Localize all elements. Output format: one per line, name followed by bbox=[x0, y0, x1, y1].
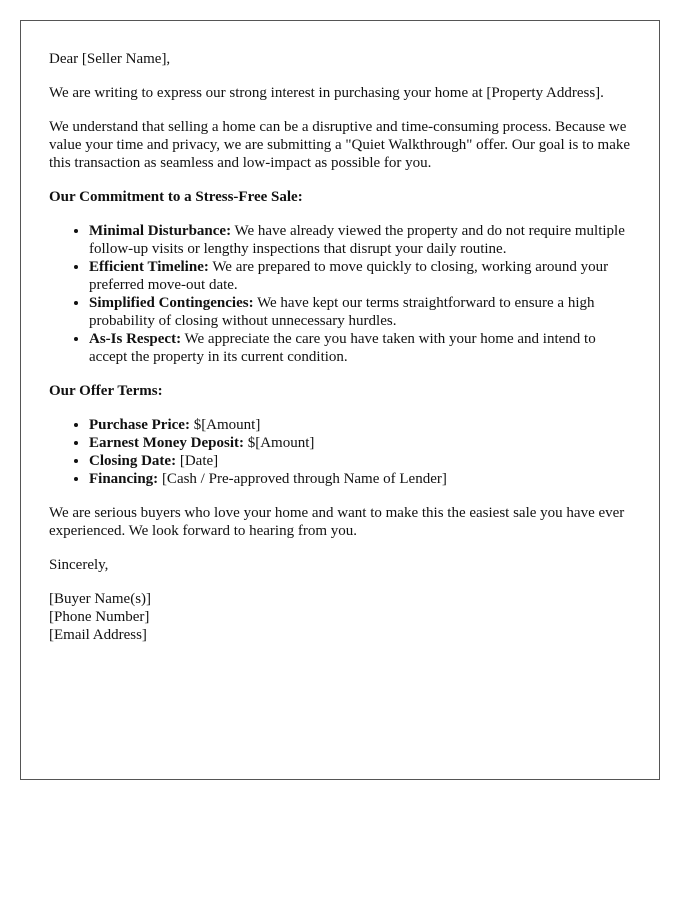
offer-letter bbox=[20, 20, 660, 780]
commitment-text: We appreciate the care you have taken with your home and intend to accept the property in its current condition. bbox=[89, 331, 596, 365]
intro-paragraph: We are writing to express our strong interest in purchasing your home at [Property Address]. bbox=[49, 85, 604, 101]
term-value: $[Amount] bbox=[243, 435, 315, 451]
commitment-item-minimal-disturbance bbox=[89, 222, 631, 258]
term-item-financing bbox=[89, 470, 631, 488]
commitment-text: We have already viewed the property and do not require multiple follow-up visits or lengthy inspections that disrupt your daily routine. bbox=[89, 223, 625, 257]
commitment-text: We are prepared to move quickly to closing, working around your preferred move-out date. bbox=[89, 259, 609, 293]
term-item-closing-date bbox=[89, 452, 631, 470]
term-label: Earnest Money Deposit: bbox=[89, 435, 244, 451]
commitment-list bbox=[49, 222, 631, 366]
phone-number: [Phone Number] bbox=[49, 609, 150, 625]
term-label: Financing: bbox=[89, 471, 159, 487]
commitment-item-as-is-respect bbox=[89, 330, 631, 366]
commitment-heading: Our Commitment to a Stress-Free Sale: bbox=[49, 189, 303, 205]
term-value: $[Amount] bbox=[189, 417, 261, 433]
buyer-names: [Buyer Name(s)] bbox=[49, 591, 152, 607]
commitment-label: As-Is Respect: bbox=[89, 331, 182, 347]
signoff: Sincerely, bbox=[49, 557, 109, 573]
commitment-label: Minimal Disturbance: bbox=[89, 223, 232, 239]
term-label: Purchase Price: bbox=[89, 417, 190, 433]
commitment-label: Simplified Contingencies: bbox=[89, 295, 254, 311]
terms-heading: Our Offer Terms: bbox=[49, 383, 163, 399]
commitment-text: We have kept our terms straightforward to ensure a high probability of closing without unnecessary hurdles. bbox=[89, 295, 595, 329]
greeting: Dear [Seller Name], bbox=[49, 51, 171, 67]
signature-block bbox=[49, 590, 631, 644]
term-label: Closing Date: bbox=[89, 453, 177, 469]
closing-paragraph: We are serious buyers who love your home and want to make this the easiest sale you have ever experienced. We look forward to hearing from you. bbox=[49, 505, 625, 539]
terms-list bbox=[49, 416, 631, 488]
commitment-item-simplified-contingencies bbox=[89, 294, 631, 330]
term-value: [Cash / Pre-approved through Name of Lender] bbox=[158, 471, 447, 487]
term-value: [Date] bbox=[176, 453, 219, 469]
commitment-item-efficient-timeline bbox=[89, 258, 631, 294]
value-paragraph: We understand that selling a home can be a disruptive and time-consuming process. Because we value your time and privacy, we are submitting a "Quiet Walkthrough" offer. Our goal is to make this transaction as seamless and low-impact as possible for you. bbox=[49, 119, 631, 171]
term-item-earnest-money bbox=[89, 434, 631, 452]
term-item-purchase-price bbox=[89, 416, 631, 434]
commitment-label: Efficient Timeline: bbox=[89, 259, 209, 275]
email-address: [Email Address] bbox=[49, 627, 147, 643]
